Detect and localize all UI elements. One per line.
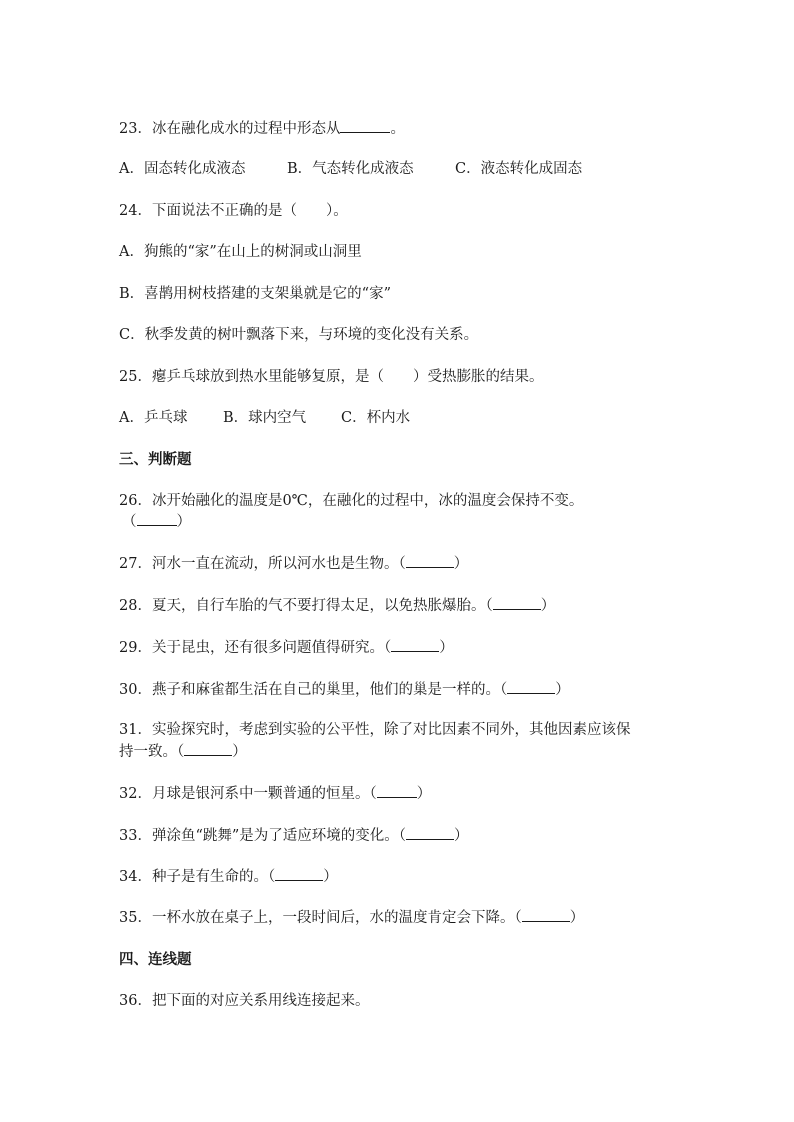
answer-blank[interactable]	[391, 637, 439, 652]
answer-blank[interactable]	[493, 595, 541, 610]
question-36-text: 36．把下面的对应关系用线连接起来。	[119, 993, 370, 1009]
question-23	[119, 118, 734, 139]
answer-blank[interactable]	[406, 553, 454, 568]
question-25-stem: 25．瘪乒乓球放到热水里能够复原，是（ ）受热膨胀的结果。	[119, 369, 544, 385]
question-33: 33．弹涂鱼“跳舞”是为了适应环境的变化。（ ）	[119, 825, 734, 846]
question-32: 32．月球是银河系中一颗普通的恒星。（ ）	[119, 783, 734, 804]
question-28: 28．夏天，自行车胎的气不要打得太足，以免热胀爆胎。（ ）	[119, 595, 734, 616]
section-heading-true-false: 三、判断题	[119, 452, 192, 468]
question-23-stem: 23．冰在融化成水的过程中形态从	[119, 121, 341, 137]
question-30: 30．燕子和麻雀都生活在自己的巢里，他们的巢是一样的。（ ）	[119, 679, 734, 700]
option-a: A．乒乓球	[119, 410, 188, 426]
question-31: 31．实验探究时，考虑到实验的公平性，除了对比因素不同外，其他因素应该保持一致。（ ）	[119, 722, 631, 760]
answer-blank[interactable]	[184, 741, 232, 756]
option-c: C．液态转化成固态	[455, 161, 583, 177]
answer-blank[interactable]	[340, 118, 390, 133]
question-34: 34．种子是有生命的。（ ）	[119, 866, 734, 887]
question-24-stem: 24．下面说法不正确的是（ ）。	[119, 203, 348, 219]
question-27: 27．河水一直在流动，所以河水也是生物。（ ）	[119, 553, 734, 574]
question-23-options	[119, 159, 734, 179]
question-35: 35．一杯水放在桌子上，一段时间后，水的温度肯定会下降。（ ）	[119, 907, 734, 928]
option-b: B．球内空气	[223, 410, 307, 426]
answer-blank[interactable]	[137, 511, 177, 526]
answer-blank[interactable]	[377, 783, 417, 798]
answer-blank[interactable]	[406, 825, 454, 840]
answer-blank[interactable]	[522, 907, 570, 922]
question-26-answer: （ ）	[122, 511, 734, 532]
question-23-stem-end: 。	[390, 121, 405, 137]
answer-blank[interactable]	[507, 679, 555, 694]
option-a: A．固态转化成液态	[119, 161, 246, 177]
answer-blank[interactable]	[275, 866, 323, 881]
question-24-option-a: A．狗熊的“家”在山上的树洞或山洞里	[119, 244, 362, 260]
question-24-option-c: C．秋季发黄的树叶飘落下来，与环境的变化没有关系。	[119, 327, 479, 343]
option-b: B．气态转化成液态	[287, 161, 414, 177]
question-26-text: 26．冰开始融化的温度是0℃，在融化的过程中，冰的温度会保持不变。	[119, 493, 584, 509]
section-heading-matching: 四、连线题	[119, 952, 192, 968]
option-c: C．杯内水	[341, 410, 411, 426]
question-25-options	[119, 408, 734, 428]
question-29: 29．关于昆虫，还有很多问题值得研究。（ ）	[119, 637, 734, 658]
question-24-option-b: B．喜鹊用树枝搭建的支架巢就是它的“家”	[119, 286, 391, 302]
